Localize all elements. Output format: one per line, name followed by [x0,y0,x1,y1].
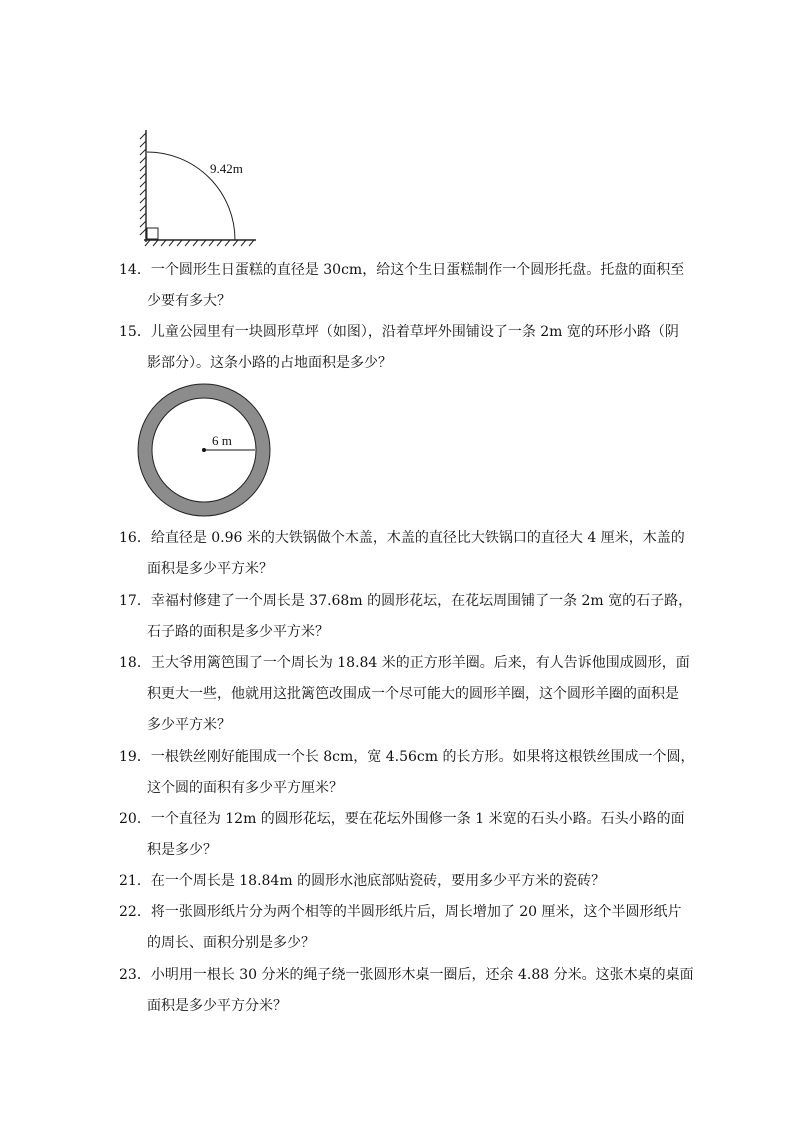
question-line: 面积是多少平方分米？ [147,998,287,1014]
question-14 [119,255,685,317]
question-21 [119,866,679,897]
question-line: 多少平方米？ [147,717,231,733]
question-line: 面积是多少平方米？ [147,561,273,577]
question-line: 积更大一些，他就用这批篱笆改围成一个尽可能大的圆形羊圈，这个圆形羊圈的面积是 [147,686,679,702]
question-18 [119,648,690,741]
question-line: 积是多少？ [147,842,217,858]
question-23 [119,960,694,1022]
ring-radius-label: 6 m [212,433,232,448]
question-15 [119,317,679,379]
question-line: 14．一个圆形生日蛋糕的直径是 30cm，给这个生日蛋糕制作一个圆形托盘。托盘的面积至 [119,262,685,278]
question-20 [119,804,685,866]
question-line: 的周长、面积分别是多少？ [147,935,315,951]
question-line: 少要有多大？ [147,293,231,309]
quarter-arc-label: 9.42m [210,161,243,176]
question-line: 18．王大爷用篱笆围了一个周长为 18.84 米的正方形羊圈。后来，有人告诉他围成圆形，面 [119,655,690,671]
question-line: 22．将一张圆形纸片分为两个相等的半圆形纸片后，周长增加了 20 厘米，这个半圆形纸片 [119,904,682,920]
question-line: 16．给直径是 0.96 米的大铁锅做个木盖，木盖的直径比大铁锅口的直径大 4 厘米，木盖的 [119,530,685,546]
question-16 [119,523,685,585]
question-22 [119,897,682,959]
question-17 [119,586,693,648]
question-line: 23．小明用一根长 30 分米的绳子绕一张圆形木桌一圈后，还余 4.88 分米。这张木桌的桌面 [119,967,694,983]
question-line: 15．儿童公园里有一块圆形草坪（如图），沿着草坪外围铺设了一条 2m 宽的环形小路（阴 [119,324,679,340]
question-line: 这个圆的面积有多少平方厘米？ [147,780,343,796]
question-19 [119,742,695,804]
ring-figure [136,382,272,518]
question-line: 21．在一个周长是 18.84m 的圆形水池底部贴瓷砖，要用多少平方米的瓷砖？ [119,873,606,889]
question-line: 17．幸福村修建了一个周长是 37.68m 的圆形花坛，在花坛周围铺了一条 2m 宽的石子路， [119,593,693,609]
question-line: 20．一个直径为 12m 的圆形花坛，要在花坛外围修一条 1 米宽的石头小路。石头小路的面 [119,811,685,827]
question-line: 影部分）。这条小路的占地面积是多少？ [147,355,392,371]
quarter-circle-figure [130,125,265,250]
question-line: 石子路的面积是多少平方米？ [147,624,329,640]
question-line: 19．一根铁丝刚好能围成一个长 8cm，宽 4.56cm 的长方形。如果将这根铁丝围成一个圆， [119,749,695,765]
